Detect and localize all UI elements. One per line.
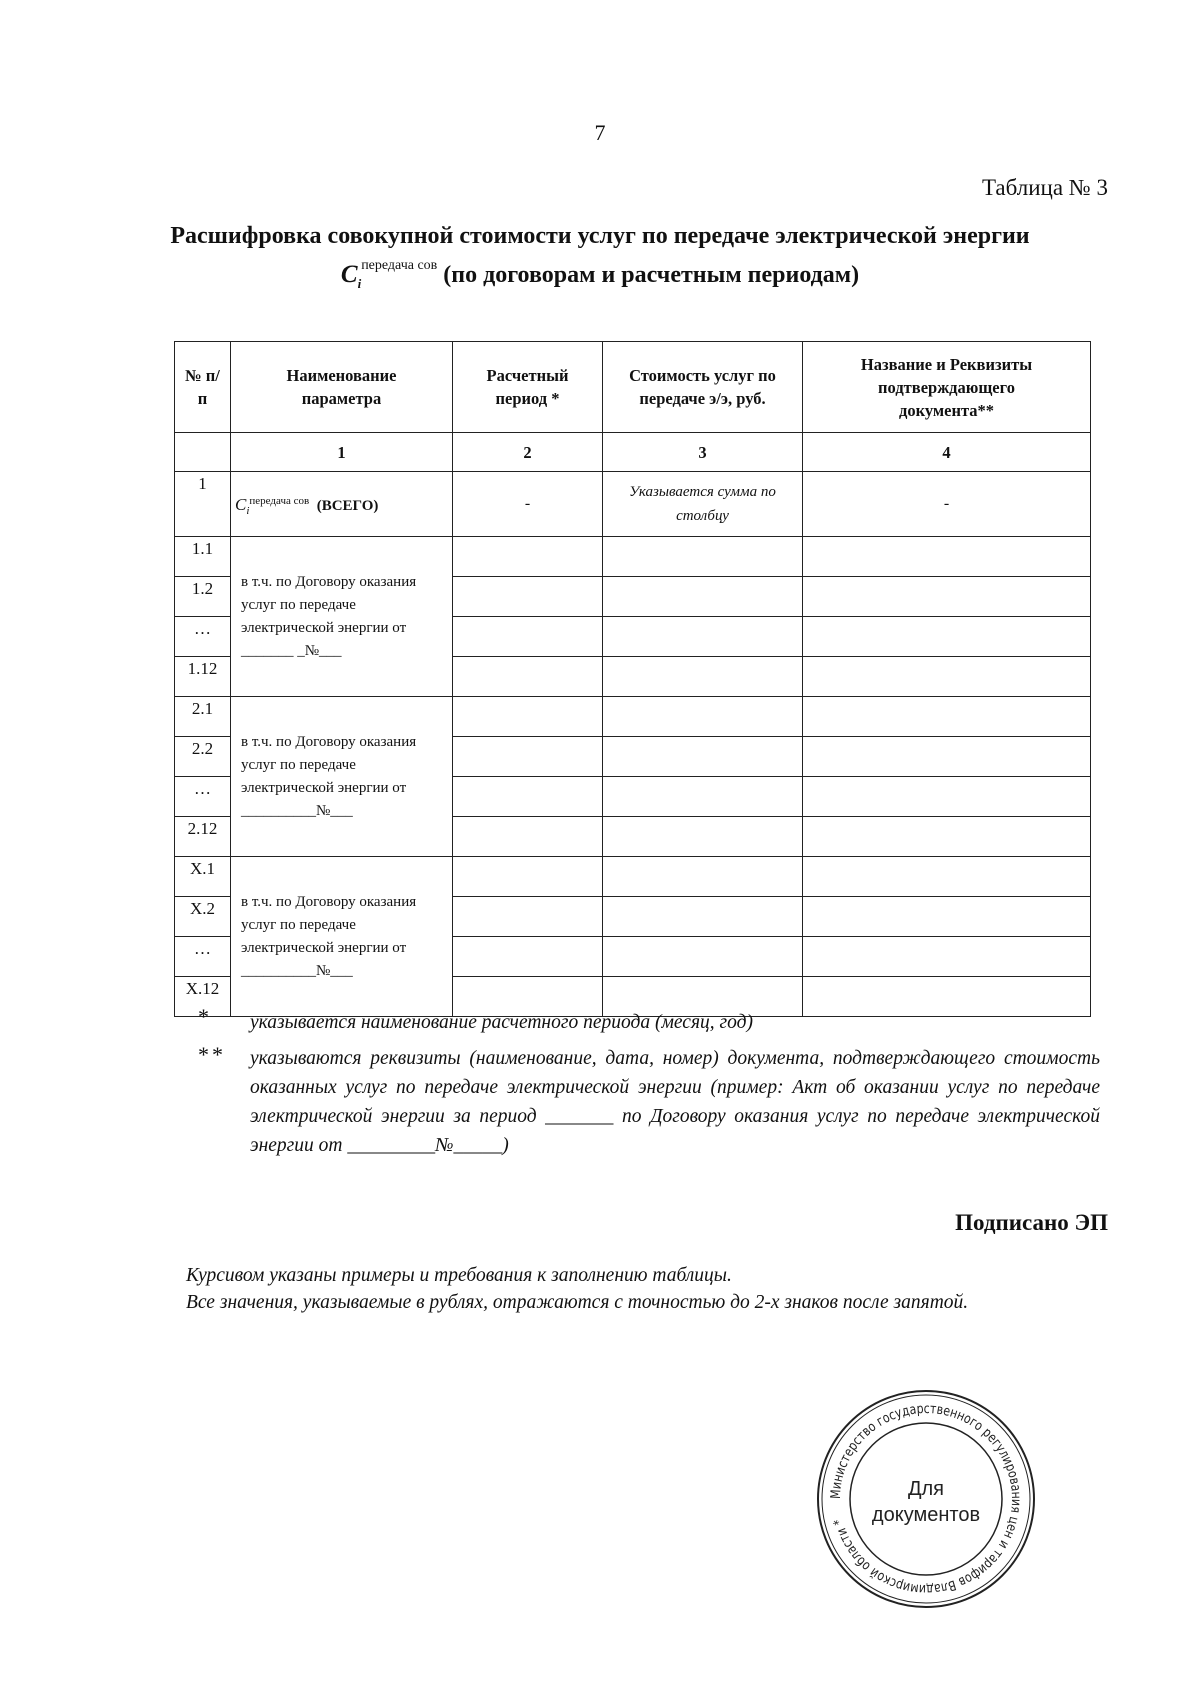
cost-cell[interactable] xyxy=(603,897,803,937)
cost-cell[interactable] xyxy=(603,817,803,857)
table-row xyxy=(175,537,1091,577)
title-line-1: Расшифровка совокупной стоимости услуг по передаче электрической энергии xyxy=(170,223,1030,249)
stamp-center-line-2: документов xyxy=(871,1504,981,1526)
doc-cell[interactable] xyxy=(803,857,1091,897)
page-number: 7 xyxy=(594,120,606,145)
cost-cell[interactable] xyxy=(603,937,803,977)
footnote-text-2: указываются реквизиты (наименование, дата, номер) документа, подтверждающего стоимость оказанных услуг по передаче электрической энергии (пример: Акт об оказании услуг по передаче электрической энергии за период _______ по Договору оказания услуг по передаче электрической энергии от _________№_____) xyxy=(250,1048,1100,1156)
row-number: … xyxy=(175,937,231,977)
doc-cell[interactable] xyxy=(803,777,1091,817)
doc-cell[interactable] xyxy=(803,537,1091,577)
period-cell[interactable] xyxy=(453,817,603,857)
cost-cell[interactable] xyxy=(603,617,803,657)
colnum-4: 4 xyxy=(803,433,1091,472)
table-row xyxy=(175,857,1091,897)
footnote-mark-2: ** xyxy=(198,1042,226,1067)
cost-cell[interactable] xyxy=(603,657,803,697)
colnum-2: 2 xyxy=(453,433,603,472)
row-number: 2.2 xyxy=(175,737,231,777)
header-name: Наименование параметра xyxy=(231,342,453,433)
row-number: … xyxy=(175,777,231,817)
cost-cell[interactable] xyxy=(603,777,803,817)
official-stamp xyxy=(815,1388,1037,1610)
contract-label: в т.ч. по Договору оказания услуг по передаче электрической энергии от __________№___ xyxy=(231,857,453,1017)
total-period: - xyxy=(453,472,603,537)
cost-cell[interactable] xyxy=(603,857,803,897)
doc-cell[interactable] xyxy=(803,617,1091,657)
column-number-row xyxy=(175,433,1091,472)
period-cell[interactable] xyxy=(453,537,603,577)
colnum-3: 3 xyxy=(603,433,803,472)
table-header-row xyxy=(175,342,1091,433)
header-doc: Название и Реквизиты подтверждающего документа** xyxy=(803,342,1091,433)
period-cell[interactable] xyxy=(453,617,603,657)
row-number: X.1 xyxy=(175,857,231,897)
total-row xyxy=(175,472,1091,537)
cost-cell[interactable] xyxy=(603,697,803,737)
total-doc: - xyxy=(803,472,1091,537)
period-cell[interactable] xyxy=(453,857,603,897)
doc-cell[interactable] xyxy=(803,897,1091,937)
title-symbol: $C_i$ xyxy=(340,261,362,291)
doc-cell[interactable] xyxy=(803,737,1091,777)
signed-electronically: Подписано ЭП xyxy=(955,1210,1108,1235)
total-label: $C_i^{передача сов}$ (ВСЕГО) xyxy=(231,472,453,537)
title-line-2-text: (по договорам и расчетным периодам) xyxy=(443,262,860,288)
row-number: 2.12 xyxy=(175,817,231,857)
row-number: 1.1 xyxy=(175,537,231,577)
cost-cell[interactable] xyxy=(603,537,803,577)
row-number: 1 xyxy=(175,472,231,537)
cost-cell[interactable] xyxy=(603,577,803,617)
row-number: 2.1 xyxy=(175,697,231,737)
period-cell[interactable] xyxy=(453,777,603,817)
header-period: Расчетный период * xyxy=(453,342,603,433)
colnum-empty xyxy=(175,433,231,472)
footnote-mark-1: * xyxy=(198,1004,209,1029)
period-cell[interactable] xyxy=(453,657,603,697)
table-number: Таблица № 3 xyxy=(981,175,1108,200)
doc-cell[interactable] xyxy=(803,937,1091,977)
period-cell[interactable] xyxy=(453,897,603,937)
period-cell[interactable] xyxy=(453,937,603,977)
doc-cell[interactable] xyxy=(803,577,1091,617)
remark-line-1: Курсивом указаны примеры и требования к заполнению таблицы. xyxy=(186,1265,732,1286)
title-symbol-sup: передача сов xyxy=(361,258,438,273)
title-line-2 xyxy=(60,253,1140,300)
row-number: X.2 xyxy=(175,897,231,937)
remarks xyxy=(186,1262,968,1316)
colnum-1: 1 xyxy=(231,433,453,472)
row-number: 1.2 xyxy=(175,577,231,617)
total-cost-note: Указывается сумма по столбцу xyxy=(603,472,803,537)
row-number: X.12 xyxy=(175,977,231,1017)
period-cell[interactable] xyxy=(453,577,603,617)
header-cost: Стоимость услуг по передаче э/э, руб. xyxy=(603,342,803,433)
doc-cell[interactable] xyxy=(803,817,1091,857)
cost-cell[interactable] xyxy=(603,737,803,777)
contract-label: в т.ч. по Договору оказания услуг по передаче электрической энергии от _______ _№___ xyxy=(231,537,453,697)
stamp-center-line-1: Для xyxy=(907,1478,945,1500)
doc-cell[interactable] xyxy=(803,657,1091,697)
cost-breakdown-table xyxy=(174,341,1091,1017)
document-title xyxy=(60,220,1140,300)
row-number: … xyxy=(175,617,231,657)
contract-label: в т.ч. по Договору оказания услуг по передаче электрической энергии от __________№___ xyxy=(231,697,453,857)
stamp-ring-text: Министерство государственного регулирования цен и тарифов Владимирской области * xyxy=(827,1400,1025,1598)
doc-cell[interactable] xyxy=(803,697,1091,737)
table-row xyxy=(175,697,1091,737)
row-number: 1.12 xyxy=(175,657,231,697)
period-cell[interactable] xyxy=(453,737,603,777)
period-cell[interactable] xyxy=(453,697,603,737)
header-num: № п/п xyxy=(175,342,231,433)
footnote-text-1: указывается наименование расчетного периода (месяц, год) xyxy=(250,1012,753,1033)
remark-line-2: Все значения, указываемые в рублях, отражаются с точностью до 2-х знаков после запятой. xyxy=(186,1292,969,1313)
